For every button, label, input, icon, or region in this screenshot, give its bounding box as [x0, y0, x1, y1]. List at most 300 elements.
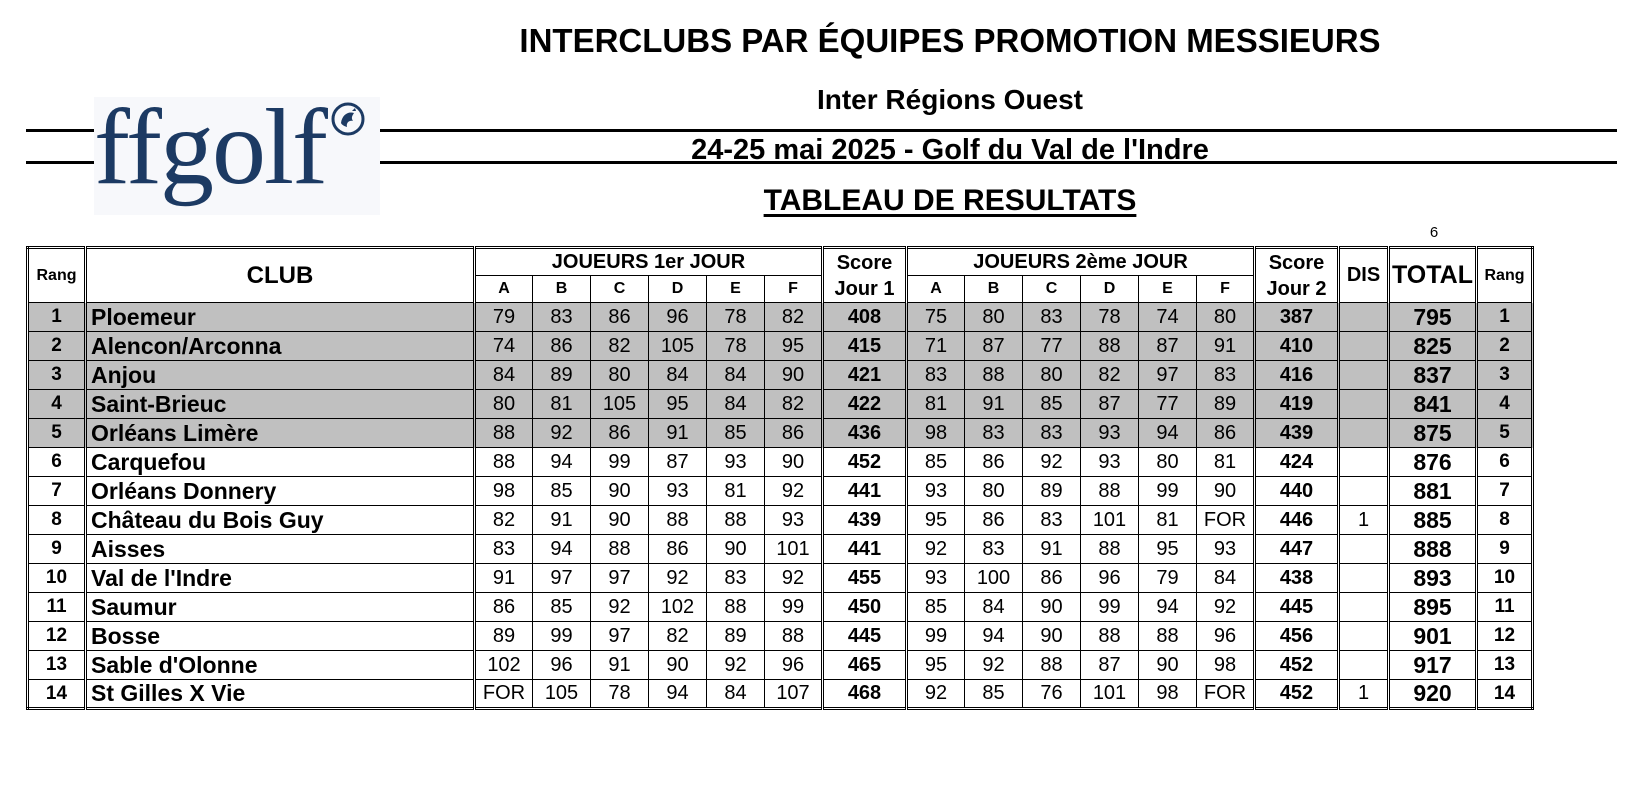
day2-player-score-cell: 91: [1197, 332, 1255, 361]
day1-player-score-cell: 101: [765, 535, 823, 564]
day2-player-score-cell: 98: [1197, 651, 1255, 680]
dis-cell: [1339, 419, 1389, 448]
rank-right-cell: 13: [1477, 651, 1533, 680]
day1-player-score-cell: 99: [591, 448, 649, 477]
day1-player-score-cell: 105: [649, 332, 707, 361]
header-club: CLUB: [86, 248, 475, 303]
day1-player-score-cell: 105: [591, 390, 649, 419]
day1-player-score-cell: FOR: [475, 680, 533, 709]
day2-player-score-cell: 83: [1197, 361, 1255, 390]
day1-player-score-cell: 91: [649, 419, 707, 448]
day2-player-score-cell: 83: [907, 361, 965, 390]
day1-player-score-cell: 98: [475, 477, 533, 506]
header-dis: DIS: [1339, 248, 1389, 303]
day2-player-score-cell: 75: [907, 303, 965, 332]
day2-player-score-cell: 85: [907, 448, 965, 477]
day1-player-score-cell: 85: [533, 593, 591, 622]
results-table: [26, 246, 1534, 710]
table-row: [28, 303, 1533, 332]
score-day2-cell: 452: [1255, 651, 1339, 680]
score-day1-cell: 408: [823, 303, 907, 332]
day1-player-score-cell: 85: [707, 419, 765, 448]
day2-player-score-cell: 79: [1139, 564, 1197, 593]
total-cell: 875: [1389, 419, 1477, 448]
day1-player-score-cell: 107: [765, 680, 823, 709]
day2-player-score-cell: 88: [1023, 651, 1081, 680]
day2-player-score-cell: 80: [1139, 448, 1197, 477]
day2-player-score-cell: 84: [1197, 564, 1255, 593]
day2-player-score-cell: 91: [965, 390, 1023, 419]
day2-player-score-cell: 80: [965, 477, 1023, 506]
day1-player-score-cell: 97: [591, 564, 649, 593]
date-venue: 24-25 mai 2025 - Golf du Val de l'Indre: [691, 134, 1209, 166]
club-name-cell: Val de l'Indre: [86, 564, 475, 593]
score-day2-cell: 445: [1255, 593, 1339, 622]
day1-player-score-cell: 96: [765, 651, 823, 680]
score-day1-cell: 439: [823, 506, 907, 535]
club-name-cell: Ploemeur: [86, 303, 475, 332]
header-day2-c: C: [1023, 276, 1081, 303]
header-rang-right: Rang: [1477, 248, 1533, 303]
day2-player-score-cell: 76: [1023, 680, 1081, 709]
day1-player-score-cell: 90: [707, 535, 765, 564]
day1-player-score-cell: 90: [591, 506, 649, 535]
dis-cell: [1339, 622, 1389, 651]
dis-cell: [1339, 361, 1389, 390]
score-day1-cell: 445: [823, 622, 907, 651]
day2-player-score-cell: 88: [1081, 477, 1139, 506]
club-name-cell: St Gilles X Vie: [86, 680, 475, 709]
day2-player-score-cell: 81: [1197, 448, 1255, 477]
day1-player-score-cell: 92: [649, 564, 707, 593]
total-cell: 917: [1389, 651, 1477, 680]
table-row: [28, 361, 1533, 390]
score-day1-cell: 422: [823, 390, 907, 419]
rank-cell: 3: [28, 361, 86, 390]
day2-player-score-cell: 98: [907, 419, 965, 448]
total-cell: 893: [1389, 564, 1477, 593]
dis-cell: [1339, 448, 1389, 477]
day1-player-score-cell: 84: [707, 361, 765, 390]
day2-player-score-cell: 92: [1197, 593, 1255, 622]
day2-player-score-cell: 83: [965, 535, 1023, 564]
day1-player-score-cell: 84: [649, 361, 707, 390]
header-day1-d: D: [649, 276, 707, 303]
dis-cell: [1339, 390, 1389, 419]
table-row: [28, 477, 1533, 506]
total-cell: 876: [1389, 448, 1477, 477]
day2-player-score-cell: 93: [907, 564, 965, 593]
day2-player-score-cell: 77: [1023, 332, 1081, 361]
rank-right-cell: 6: [1477, 448, 1533, 477]
rank-cell: 10: [28, 564, 86, 593]
header-rule-bottom-left: [26, 161, 96, 164]
score-day2-cell: 452: [1255, 680, 1339, 709]
rank-cell: 7: [28, 477, 86, 506]
table-row: [28, 651, 1533, 680]
day2-player-score-cell: 88: [1081, 332, 1139, 361]
day2-player-score-cell: 97: [1139, 361, 1197, 390]
day2-player-score-cell: 78: [1081, 303, 1139, 332]
rank-right-cell: 1: [1477, 303, 1533, 332]
table-row: [28, 448, 1533, 477]
day1-player-score-cell: 92: [765, 477, 823, 506]
day1-player-score-cell: 78: [707, 332, 765, 361]
day1-player-score-cell: 78: [591, 680, 649, 709]
day2-player-score-cell: 101: [1081, 680, 1139, 709]
score-day1-cell: 436: [823, 419, 907, 448]
day1-player-score-cell: 99: [765, 593, 823, 622]
day1-player-score-cell: 88: [475, 419, 533, 448]
rank-right-cell: 12: [1477, 622, 1533, 651]
total-cell: 837: [1389, 361, 1477, 390]
day1-player-score-cell: 84: [707, 390, 765, 419]
day2-player-score-cell: 94: [1139, 419, 1197, 448]
day2-player-score-cell: 86: [1197, 419, 1255, 448]
day1-player-score-cell: 92: [765, 564, 823, 593]
total-cell: 841: [1389, 390, 1477, 419]
rank-cell: 11: [28, 593, 86, 622]
day1-player-score-cell: 89: [707, 622, 765, 651]
day1-player-score-cell: 88: [765, 622, 823, 651]
day2-player-score-cell: 96: [1081, 564, 1139, 593]
club-name-cell: Sable d'Olonne: [86, 651, 475, 680]
page-title: INTERCLUBS PAR ÉQUIPES PROMOTION MESSIEURS: [519, 22, 1381, 59]
score-day1-cell: 465: [823, 651, 907, 680]
day1-player-score-cell: 80: [475, 390, 533, 419]
club-name-cell: Anjou: [86, 361, 475, 390]
day1-player-score-cell: 93: [765, 506, 823, 535]
day2-player-score-cell: 82: [1081, 361, 1139, 390]
day1-player-score-cell: 97: [533, 564, 591, 593]
day2-player-score-cell: 81: [1139, 506, 1197, 535]
day2-player-score-cell: 99: [1081, 593, 1139, 622]
day1-player-score-cell: 95: [649, 390, 707, 419]
day2-player-score-cell: 95: [907, 506, 965, 535]
rank-right-cell: 4: [1477, 390, 1533, 419]
day2-player-score-cell: 85: [1023, 390, 1081, 419]
club-name-cell: Bosse: [86, 622, 475, 651]
day1-player-score-cell: 82: [765, 303, 823, 332]
day1-player-score-cell: 84: [475, 361, 533, 390]
rooster-seal-icon: [330, 101, 366, 137]
day1-player-score-cell: 83: [707, 564, 765, 593]
day2-player-score-cell: 95: [907, 651, 965, 680]
day1-player-score-cell: 92: [707, 651, 765, 680]
day1-player-score-cell: 88: [707, 506, 765, 535]
day2-player-score-cell: 90: [1023, 593, 1081, 622]
day2-player-score-cell: FOR: [1197, 506, 1255, 535]
rank-right-cell: 3: [1477, 361, 1533, 390]
day2-player-score-cell: 93: [907, 477, 965, 506]
rank-cell: 14: [28, 680, 86, 709]
header-day2-a: A: [907, 276, 965, 303]
score-day1-cell: 421: [823, 361, 907, 390]
day2-player-score-cell: 98: [1139, 680, 1197, 709]
dis-cell: [1339, 477, 1389, 506]
header-score-day1-line2: Jour 1: [834, 277, 895, 300]
score-day1-cell: 415: [823, 332, 907, 361]
score-day2-cell: 446: [1255, 506, 1339, 535]
day1-player-score-cell: 91: [591, 651, 649, 680]
rank-cell: 8: [28, 506, 86, 535]
total-cell: 881: [1389, 477, 1477, 506]
ffgolf-logo: [94, 88, 380, 215]
day2-player-score-cell: 83: [1023, 506, 1081, 535]
day1-player-score-cell: 102: [475, 651, 533, 680]
rank-right-cell: 11: [1477, 593, 1533, 622]
day2-player-score-cell: 87: [1081, 390, 1139, 419]
table-row: [28, 506, 1533, 535]
dis-cell: 1: [1339, 680, 1389, 709]
day1-player-score-cell: 86: [765, 419, 823, 448]
header-day2-f: F: [1197, 276, 1255, 303]
day1-player-score-cell: 93: [649, 477, 707, 506]
day1-player-score-cell: 99: [533, 622, 591, 651]
score-day1-cell: 455: [823, 564, 907, 593]
rank-cell: 13: [28, 651, 86, 680]
dis-cell: [1339, 564, 1389, 593]
dis-cell: [1339, 332, 1389, 361]
club-name-cell: Carquefou: [86, 448, 475, 477]
day1-player-score-cell: 81: [533, 390, 591, 419]
day2-player-score-cell: 85: [907, 593, 965, 622]
day2-player-score-cell: 92: [965, 651, 1023, 680]
club-name-cell: Orléans Donnery: [86, 477, 475, 506]
day1-player-score-cell: 82: [765, 390, 823, 419]
day1-player-score-cell: 89: [475, 622, 533, 651]
score-day1-cell: 452: [823, 448, 907, 477]
score-day2-cell: 447: [1255, 535, 1339, 564]
day1-player-score-cell: 88: [649, 506, 707, 535]
club-name-cell: Saumur: [86, 593, 475, 622]
total-cell: 920: [1389, 680, 1477, 709]
score-day2-cell: 387: [1255, 303, 1339, 332]
day2-player-score-cell: 86: [965, 506, 1023, 535]
header-day1-f: F: [765, 276, 823, 303]
table-row: [28, 419, 1533, 448]
rank-cell: 4: [28, 390, 86, 419]
day2-player-score-cell: 86: [965, 448, 1023, 477]
header-day1-c: C: [591, 276, 649, 303]
day2-player-score-cell: FOR: [1197, 680, 1255, 709]
day1-player-score-cell: 95: [765, 332, 823, 361]
day2-player-score-cell: 89: [1023, 477, 1081, 506]
score-day1-cell: 450: [823, 593, 907, 622]
total-cell: 895: [1389, 593, 1477, 622]
score-day2-cell: 416: [1255, 361, 1339, 390]
day2-player-score-cell: 100: [965, 564, 1023, 593]
rank-cell: 6: [28, 448, 86, 477]
day2-player-score-cell: 95: [1139, 535, 1197, 564]
total-cell: 888: [1389, 535, 1477, 564]
day2-player-score-cell: 88: [1139, 622, 1197, 651]
dis-cell: [1339, 303, 1389, 332]
score-day1-cell: 441: [823, 535, 907, 564]
rank-right-cell: 10: [1477, 564, 1533, 593]
day1-player-score-cell: 79: [475, 303, 533, 332]
total-cell: 885: [1389, 506, 1477, 535]
day2-player-score-cell: 74: [1139, 303, 1197, 332]
rank-cell: 12: [28, 622, 86, 651]
score-day2-cell: 424: [1255, 448, 1339, 477]
header-day1-e: E: [707, 276, 765, 303]
day2-player-score-cell: 92: [907, 535, 965, 564]
day2-player-score-cell: 94: [965, 622, 1023, 651]
day1-player-score-cell: 88: [475, 448, 533, 477]
day1-player-score-cell: 81: [707, 477, 765, 506]
header-score-day1-line1: Score: [836, 251, 893, 274]
day1-player-score-cell: 87: [649, 448, 707, 477]
day2-player-score-cell: 84: [965, 593, 1023, 622]
table-header: [28, 248, 1533, 303]
header-score-day2: [1255, 248, 1339, 303]
score-day2-cell: 419: [1255, 390, 1339, 419]
day1-player-score-cell: 88: [591, 535, 649, 564]
table-row: [28, 622, 1533, 651]
day2-player-score-cell: 80: [1023, 361, 1081, 390]
club-name-cell: Orléans Limère: [86, 419, 475, 448]
club-name-cell: Château du Bois Guy: [86, 506, 475, 535]
rank-cell: 1: [28, 303, 86, 332]
header-rule-top-left: [26, 129, 96, 132]
score-day1-cell: 468: [823, 680, 907, 709]
day1-player-score-cell: 96: [533, 651, 591, 680]
score-day2-cell: 439: [1255, 419, 1339, 448]
day2-player-score-cell: 99: [907, 622, 965, 651]
day1-player-score-cell: 96: [649, 303, 707, 332]
header-day1-a: A: [475, 276, 533, 303]
header-day1-players: JOUEURS 1er JOUR: [475, 248, 823, 276]
results-subtitle: TABLEAU DE RESULTATS: [763, 184, 1137, 217]
day1-player-score-cell: 86: [591, 303, 649, 332]
table-row: [28, 390, 1533, 419]
total-cell: 901: [1389, 622, 1477, 651]
score-day1-cell: 441: [823, 477, 907, 506]
day1-player-score-cell: 86: [533, 332, 591, 361]
dis-cell: [1339, 651, 1389, 680]
day2-player-score-cell: 101: [1081, 506, 1139, 535]
score-day2-cell: 456: [1255, 622, 1339, 651]
day1-player-score-cell: 102: [649, 593, 707, 622]
day2-player-score-cell: 85: [965, 680, 1023, 709]
dis-cell: [1339, 593, 1389, 622]
rank-right-cell: 8: [1477, 506, 1533, 535]
day2-player-score-cell: 88: [965, 361, 1023, 390]
day1-player-score-cell: 97: [591, 622, 649, 651]
day2-player-score-cell: 91: [1023, 535, 1081, 564]
table-row: [28, 680, 1533, 709]
dis-cell: 1: [1339, 506, 1389, 535]
day2-player-score-cell: 96: [1197, 622, 1255, 651]
header-score-day2-line2: Jour 2: [1266, 277, 1327, 300]
table-row: [28, 593, 1533, 622]
day1-player-score-cell: 85: [533, 477, 591, 506]
day2-player-score-cell: 92: [907, 680, 965, 709]
table-row: [28, 564, 1533, 593]
day1-player-score-cell: 90: [591, 477, 649, 506]
club-name-cell: Alencon/Arconna: [86, 332, 475, 361]
day2-player-score-cell: 92: [1023, 448, 1081, 477]
region-title: Inter Régions Ouest: [816, 84, 1084, 115]
header-day2-e: E: [1139, 276, 1197, 303]
day2-player-score-cell: 83: [1023, 419, 1081, 448]
rank-cell: 2: [28, 332, 86, 361]
rank-cell: 9: [28, 535, 86, 564]
day1-player-score-cell: 88: [707, 593, 765, 622]
day1-player-score-cell: 86: [591, 419, 649, 448]
day1-player-score-cell: 84: [707, 680, 765, 709]
club-name-cell: Saint-Brieuc: [86, 390, 475, 419]
day2-player-score-cell: 88: [1081, 622, 1139, 651]
score-day2-cell: 438: [1255, 564, 1339, 593]
day1-player-score-cell: 92: [591, 593, 649, 622]
day1-player-score-cell: 83: [475, 535, 533, 564]
score-day2-cell: 440: [1255, 477, 1339, 506]
header-rang: Rang: [28, 248, 86, 303]
header-day1-b: B: [533, 276, 591, 303]
day1-player-score-cell: 94: [533, 535, 591, 564]
day2-player-score-cell: 77: [1139, 390, 1197, 419]
day1-player-score-cell: 89: [533, 361, 591, 390]
day1-player-score-cell: 90: [765, 448, 823, 477]
day1-player-score-cell: 94: [649, 680, 707, 709]
day1-player-score-cell: 86: [649, 535, 707, 564]
day2-player-score-cell: 81: [907, 390, 965, 419]
table-row: [28, 332, 1533, 361]
day1-player-score-cell: 82: [649, 622, 707, 651]
day2-player-score-cell: 80: [1197, 303, 1255, 332]
day2-player-score-cell: 86: [1023, 564, 1081, 593]
day2-player-score-cell: 93: [1197, 535, 1255, 564]
day2-player-score-cell: 80: [965, 303, 1023, 332]
day2-player-score-cell: 90: [1197, 477, 1255, 506]
day2-player-score-cell: 90: [1139, 651, 1197, 680]
total-cell: 825: [1389, 332, 1477, 361]
club-name-cell: Aisses: [86, 535, 475, 564]
day2-player-score-cell: 83: [965, 419, 1023, 448]
day1-player-score-cell: 74: [475, 332, 533, 361]
day2-player-score-cell: 93: [1081, 448, 1139, 477]
day2-player-score-cell: 93: [1081, 419, 1139, 448]
day2-player-score-cell: 99: [1139, 477, 1197, 506]
total-cell: 795: [1389, 303, 1477, 332]
rank-cell: 5: [28, 419, 86, 448]
day1-player-score-cell: 82: [475, 506, 533, 535]
table-row: [28, 535, 1533, 564]
day1-player-score-cell: 93: [707, 448, 765, 477]
day2-player-score-cell: 88: [1081, 535, 1139, 564]
day2-player-score-cell: 87: [965, 332, 1023, 361]
day2-player-score-cell: 94: [1139, 593, 1197, 622]
logo-text: ffgolf: [94, 88, 326, 207]
rank-right-cell: 5: [1477, 419, 1533, 448]
day1-player-score-cell: 105: [533, 680, 591, 709]
header-score-day1: [823, 248, 907, 303]
day1-player-score-cell: 82: [591, 332, 649, 361]
header-rule-top-right: [364, 129, 1617, 132]
column-note: 6: [1429, 224, 1439, 241]
day1-player-score-cell: 78: [707, 303, 765, 332]
rank-right-cell: 2: [1477, 332, 1533, 361]
day2-player-score-cell: 83: [1023, 303, 1081, 332]
rank-right-cell: 7: [1477, 477, 1533, 506]
day1-player-score-cell: 91: [475, 564, 533, 593]
header-score-day2-line1: Score: [1268, 251, 1325, 274]
table-body: [28, 303, 1533, 709]
day2-player-score-cell: 71: [907, 332, 965, 361]
rank-right-cell: 9: [1477, 535, 1533, 564]
